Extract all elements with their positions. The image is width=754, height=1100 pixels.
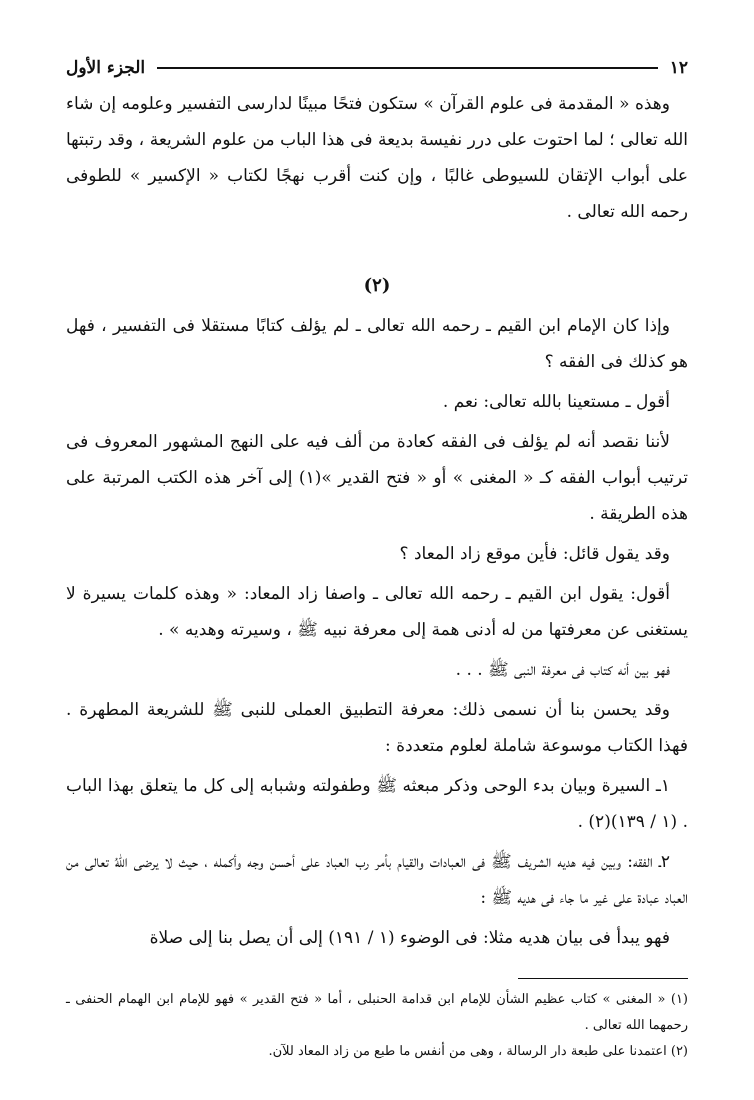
main-text xyxy=(66,86,688,956)
running-header xyxy=(66,50,688,86)
header-rule xyxy=(157,67,658,69)
paragraph: وقد يقول قائل: فأين موقع زاد المعاد ؟ xyxy=(399,544,670,564)
paragraph: ١ـ السيرة وبيان بدء الوحى وذكر مبعثه ﷺ وطفولته وشبابه إلى كل ما يتعلق بهذا الباب . (١ / ١٣٩)(٢) . xyxy=(66,776,688,832)
paragraph: ٢ـ الفقه: وبين فيه هديه الشريف ﷺ فى العبادات والقيام بأمر رب العباد على أحسن وجه وأكمله ، حيث لا يرضى اللهُ تعالى من العباد عبادة على غير ما جاء فى هديه ﷺ : xyxy=(66,852,688,908)
paragraph: أقول ـ مستعينا بالله تعالى: نعم . xyxy=(442,392,670,412)
footnote: (١) « المغنى » كتاب عظيم الشأن للإمام ابن قدامة الحنبلى ، أما « فتح القدير » فهو للإمام ابن الهمام الحنفى ـ رحمهما الله تعالى . xyxy=(66,992,688,1033)
part-title: الجزء الأول xyxy=(66,58,146,78)
footnote: (٢) اعتمدنا على طبعة دار الرسالة ، وهى من أنفس ما طبع من زاد المعاد للآن. xyxy=(268,1044,688,1059)
paragraph: وقد يحسن بنا أن نسمى ذلك: معرفة التطبيق العملى للنبى ﷺ للشريعة المطهرة . فهذا الكتاب موسوعة شاملة لعلوم متعددة : xyxy=(66,700,688,756)
paragraph: لأننا نقصد أنه لم يؤلف فى الفقه كعادة من ألف فيه على النهج المشهور المعروف فى ترتيب أبواب الفقه كـ « المغنى » أو « فتح القدير »(١) إلى آخر هذه الكتب المرتبة على هذه الطريقة . xyxy=(66,432,688,524)
paragraph: أقول: يقول ابن القيم ـ رحمه الله تعالى ـ واصفا زاد المعاد: « وهذه كلمات يسيرة لا يستغنى عن معرفتها من له أدنى همة إلى معرفة نبيه ﷺ ، وسيرته وهديه » . xyxy=(66,584,688,640)
section-number: (٢) xyxy=(363,275,391,296)
book-page xyxy=(66,50,688,1065)
footnote-separator xyxy=(518,978,688,979)
footnotes xyxy=(66,987,688,1065)
page-number: ١٢ xyxy=(669,58,688,78)
paragraph: وإذا كان الإمام ابن القيم ـ رحمه الله تعالى ـ لم يؤلف كتابًا مستقلا فى التفسير ، فهل هو كذلك فى الفقه ؟ xyxy=(66,316,688,372)
paragraph: فهو يبدأ فى بيان هديه مثلا: فى الوضوء (١ / ١٩١) إلى أن يصل بنا إلى صلاة xyxy=(149,928,670,948)
paragraph: وهذه « المقدمة فى علوم القرآن » ستكون فتحًا مبينًا لدارسى التفسير وعلومه إن شاء الله تعالى ؛ لما احتوت على درر نفيسة بديعة فى هذا الباب من علوم الشريعة ، وقد رتبتها على أبواب الإتقان للسيوطى غالبًا ، وإن كنت أقرب نهجًا لكتاب « الإكسير » للطوفى رحمه الله تعالى . xyxy=(66,94,688,222)
paragraph: فهو بين أنه كتاب فى معرفة النبى ﷺ . . . xyxy=(455,660,670,680)
